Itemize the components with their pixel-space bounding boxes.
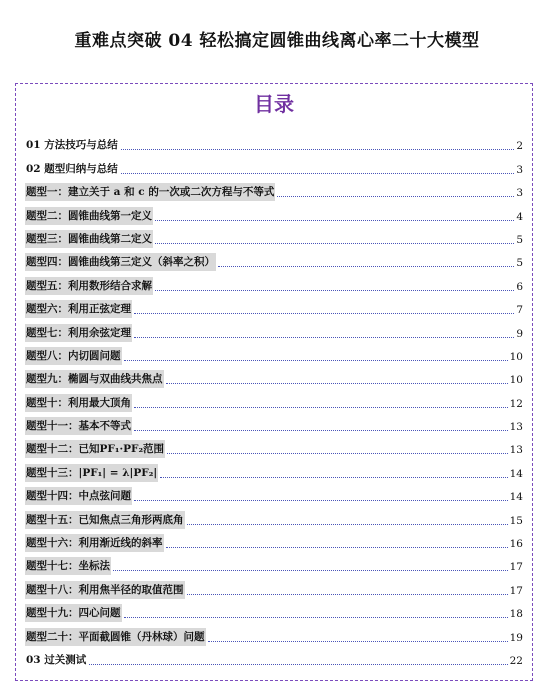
toc-entry-page[interactable]: 17 [509,584,523,597]
toc-entry-label[interactable]: 题型三：圆锥曲线第二定义 [25,230,153,248]
dot-leader [218,265,514,267]
toc-entry-page[interactable]: 12 [509,397,523,410]
toc-entry[interactable] [25,458,523,481]
toc-entry-label[interactable]: 题型十二：已知PF₁·PF₂范围 [25,440,165,458]
dot-leader [155,289,514,291]
toc-entry-label[interactable]: 题型八：内切圆问题 [25,347,122,365]
toc-entry[interactable] [25,575,523,598]
toc-entry-page[interactable]: 14 [509,491,523,504]
toc-entry-label[interactable]: 题型七：利用余弦定理 [25,324,132,342]
toc-entry-page[interactable]: 3 [516,187,523,200]
toc-entry[interactable] [25,365,523,388]
toc-entry-page[interactable]: 3 [516,163,523,176]
toc-entry-page[interactable]: 15 [509,514,523,527]
toc-entry-page[interactable]: 2 [516,140,523,153]
toc-entry-page[interactable]: 16 [509,538,523,551]
dot-leader [277,195,514,197]
toc-entry-page[interactable]: 10 [509,350,523,363]
toc-entry[interactable] [25,131,523,154]
dot-leader [155,242,514,244]
toc-entry-label[interactable]: 题型十四：中点弦问题 [25,487,132,505]
toc-entry[interactable] [25,412,523,435]
dot-leader [121,148,515,150]
toc-entry[interactable] [25,599,523,622]
toc-entry-label[interactable]: 题型五：利用数形结合求解 [25,277,153,295]
dot-leader [155,219,514,221]
dot-leader [124,616,508,618]
dot-leader [121,172,515,174]
toc-entry[interactable] [25,342,523,365]
toc-entry-page[interactable]: 13 [509,421,523,434]
toc-entry-page[interactable]: 5 [516,233,523,246]
dot-leader [134,336,514,338]
dot-leader [134,429,508,431]
toc-entry-page[interactable]: 9 [516,327,523,340]
toc-entry-label[interactable]: 题型十：利用最大顶角 [25,394,132,412]
toc-container [15,83,533,681]
toc-entry[interactable] [25,318,523,341]
dot-leader [187,523,508,525]
toc-entry[interactable] [25,225,523,248]
toc-entry[interactable] [25,154,523,177]
toc-entry-page[interactable]: 5 [516,257,523,270]
toc-entry-label[interactable]: 题型二：圆锥曲线第一定义 [25,207,153,225]
dot-leader [134,406,508,408]
dot-leader [134,499,508,501]
toc-entry-label[interactable]: 题型十三：|PF₁| = λ|PF₂| [25,464,158,482]
toc-entry-label[interactable]: 题型六：利用正弦定理 [25,300,132,318]
toc-entry[interactable] [25,295,523,318]
toc-entry-label[interactable]: 02 题型归纳与总结 [26,162,118,175]
dot-leader [113,569,508,571]
toc-entry-page[interactable]: 14 [509,467,523,480]
dot-leader [166,382,508,384]
dot-leader [160,476,507,478]
toc-entry[interactable] [25,505,523,528]
toc-entry[interactable] [25,646,523,669]
dot-leader [167,452,508,454]
toc-entry-label[interactable]: 题型十六：利用渐近线的斜率 [25,534,164,552]
toc-entry[interactable] [25,482,523,505]
toc-entry-label[interactable]: 题型十一：基本不等式 [25,417,132,435]
toc-entry-page[interactable]: 13 [509,444,523,457]
toc-entry[interactable] [25,388,523,411]
toc-entry-page[interactable]: 4 [516,210,523,223]
toc-entry-label[interactable]: 题型十八：利用焦半径的取值范围 [25,581,185,599]
dot-leader [124,359,508,361]
toc-entry-page[interactable]: 22 [509,654,523,667]
dot-leader [89,663,507,665]
toc-entry-label[interactable]: 题型二十：平面截圆锥（丹林球）问题 [25,628,206,646]
dot-leader [166,546,508,548]
dot-leader [208,640,508,642]
toc-entry[interactable] [25,435,523,458]
toc-entry[interactable] [25,178,523,201]
toc-entry[interactable] [25,552,523,575]
toc-entry[interactable] [25,529,523,552]
toc-entry-page[interactable]: 19 [509,631,523,644]
toc-entry-label[interactable]: 01 方法技巧与总结 [26,139,118,152]
toc-entry[interactable] [25,248,523,271]
toc-entry-label[interactable]: 题型九：椭圆与双曲线共焦点 [25,370,164,388]
toc-entry-label[interactable]: 题型十五：已知焦点三角形两底角 [25,511,185,529]
toc-entry-label[interactable]: 题型一：建立关于 a 和 c 的一次或二次方程与不等式 [25,183,275,201]
dot-leader [187,593,508,595]
toc-entry[interactable] [25,271,523,294]
toc-entry-label[interactable]: 题型十七：坐标法 [25,557,111,575]
document-title: 重难点突破 04 轻松搞定圆锥曲线离心率二十大模型 [74,31,480,51]
toc-entry-page[interactable]: 18 [509,608,523,621]
toc-entry-page[interactable]: 6 [516,280,523,293]
toc-entry[interactable] [25,622,523,645]
toc-entry-page[interactable]: 7 [516,304,523,317]
toc-list [25,131,523,669]
toc-entry[interactable] [25,201,523,224]
toc-heading: 目录 [254,92,294,116]
dot-leader [134,312,514,314]
toc-entry-page[interactable]: 10 [509,374,523,387]
toc-entry-label[interactable]: 题型四：圆锥曲线第三定义（斜率之积） [25,253,216,271]
toc-entry-label[interactable]: 题型十九：四心问题 [25,604,122,622]
toc-entry-label[interactable]: 03 过关测试 [26,653,87,666]
toc-entry-page[interactable]: 17 [509,561,523,574]
